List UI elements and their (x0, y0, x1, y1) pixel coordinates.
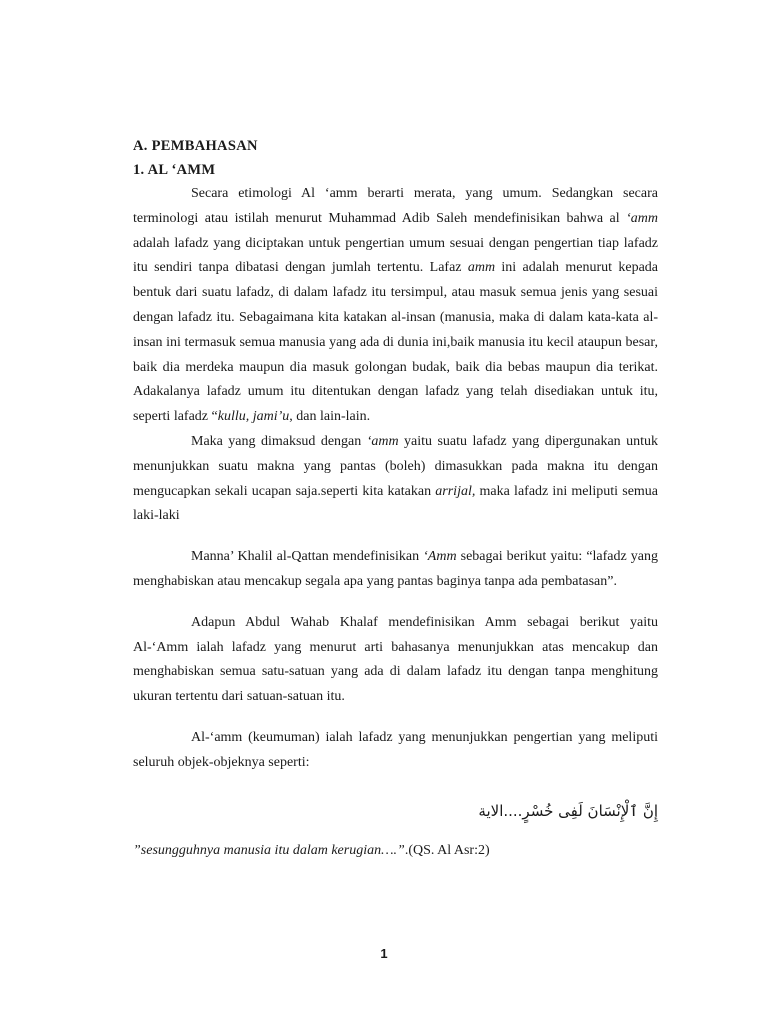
text-run: Maka yang dimaksud dengan (191, 433, 367, 449)
italic-term: ‘amm (626, 210, 658, 226)
section-heading: A. PEMBAHASAN (133, 138, 258, 154)
verse-citation: .(QS. Al Asr:2) (404, 842, 490, 858)
italic-translation: ”sesungguhnya manusia itu dalam kerugian….” (133, 842, 405, 858)
italic-term: ‘amm (366, 433, 399, 449)
text-run: yaitu suatu lafadz yang dipergunakan untuk menunjukkan suatu makna yang pantas (boleh) dimasukkan pada makna itu dengan mengucapkan sekali ucapan saja.seperti kita katakan (133, 433, 658, 499)
text-run: maka lafadz ini meliputi semua laki-laki (133, 483, 659, 524)
paragraph-etymology (133, 182, 658, 430)
verse-translation (133, 838, 658, 864)
italic-term: kullu, jami’u (217, 409, 290, 425)
italic-term: arrijal, (435, 483, 476, 499)
italic-term: ‘Amm (423, 549, 457, 565)
paragraph-meaning (133, 430, 658, 529)
text-run: , dan lain-lain. (289, 409, 371, 425)
text-run: adalah lafadz yang diciptakan untuk pengertian umum sesuai dengan pengertian tiap lafadz itu sendiri tanpa dibatasi dengan jumlah tertentu. Lafaz (133, 235, 658, 276)
text-run: sebagai berikut yaitu: “lafadz yang menghabiskan atau mencakup segala apa yang pantas baginya tanpa ada pembatasan”. (133, 549, 658, 589)
arabic-verse: إِنَّ ٱلْإِنْسَانَ لَفِى خُسْرٍ....الاية (478, 801, 658, 820)
italic-term: amm (467, 260, 496, 276)
text-run: Secara etimologi Al ‘amm berarti merata, yang umum. Sedangkan secara terminologi atau istilah menurut Muhammad Adib Saleh mendefinisikan bahwa al (133, 186, 658, 226)
paragraph-manna-definition (133, 545, 658, 595)
subsection-heading: 1. AL ‘AMM (133, 162, 216, 178)
text-run: Manna’ Khalil al-Qattan mendefinisikan (191, 549, 424, 565)
page-number: 1 (380, 946, 388, 961)
text-run: ini adalah menurut kepada bentuk dari suatu lafadz, di dalam lafadz itu tersimpul, atau masuk semua jenis yang sesuai dengan lafadz itu. Sebagaimana kita katakan al-insan (manusia, maka di dalam kata-kata al-insan ini termasuk semua manusia yang ada di dunia ini,baik manusia itu kecil ataupun besar, baik dia merdeka maupun dia masuk golongan budak, baik dia bebas maupun dia terikat. Adakalanya lafadz umum itu ditentukan dengan lafadz yang telah disediakan untuk itu, seperti lafadz “ (133, 260, 658, 425)
document-body (133, 134, 658, 864)
paragraph-keumuman: Al-‘amm (keumuman) ialah lafadz yang menunjukkan pengertian yang meliputi seluruh objek-objeknya seperti: (133, 729, 658, 770)
paragraph-khalaf-definition: Adapun Abdul Wahab Khalaf mendefinisikan Amm sebagai berikut yaitu Al-‘Amm ialah lafadz yang menurut arti bahasanya menunjukkan atas mencakup dan menghabiskan semua satu-satuan yang ada di dalam lafadz itu dengan tanpa menghitung ukuran tertentu dari satuan-satuan itu. (133, 614, 658, 705)
